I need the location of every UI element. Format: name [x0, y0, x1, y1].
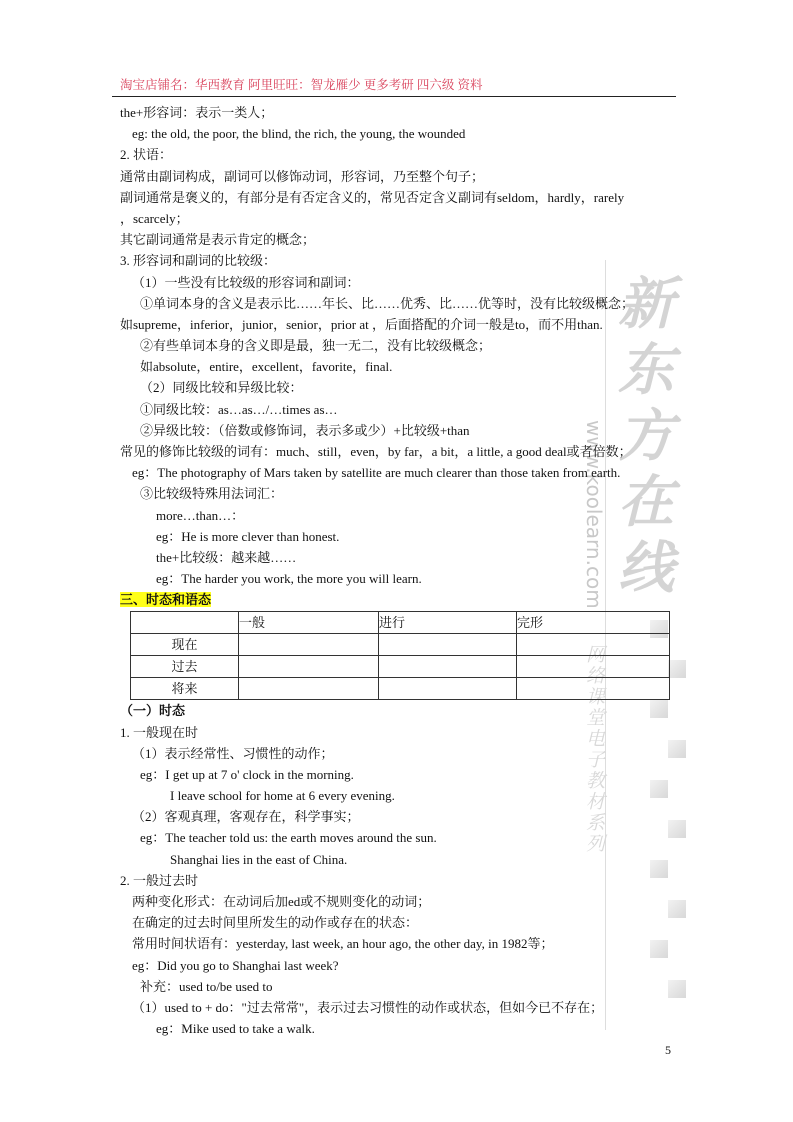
table-cell: [239, 633, 379, 655]
text-line: ②有些单词本身的含义即是最，独一无二，没有比较级概念；: [140, 338, 492, 354]
section-heading: 三、时态和语态: [120, 592, 212, 608]
text-line: （2）客观真理，客观存在，科学事实；: [132, 809, 360, 825]
text-line: （1）表示经常性、习惯性的动作；: [132, 745, 334, 761]
text-line: （2）同级比较和异级比较：: [140, 380, 303, 396]
text-line: I leave school for home at 6 every evening.: [170, 788, 395, 804]
tense-table: [130, 611, 670, 701]
table-header-cell: 完形: [517, 611, 670, 633]
text-line: eg: the old, the poor, the blind, the rich, the young, the wounded: [132, 126, 466, 142]
watermark-series: 网络课堂电子教材系列: [586, 644, 606, 855]
text-line: more…than…：: [156, 507, 245, 523]
text-line: eg：I get up at 7 o' clock in the morning.: [140, 766, 354, 782]
text-line: 2. 一般过去时: [120, 872, 199, 888]
text-line: （1）一些没有比较级的形容词和副词：: [132, 274, 360, 290]
text-line: ①同级比较：as…as…/…times as…: [140, 401, 338, 417]
text-line: eg：Did you go to Shanghai last week?: [132, 957, 339, 973]
table-row: [131, 633, 670, 655]
table-cell: [517, 678, 670, 700]
text-line: ③比较级特殊用法词汇：: [140, 486, 284, 502]
watermark-brand: 新东方在线: [618, 272, 674, 601]
table-cell: [239, 655, 379, 677]
text-line: eg：The photography of Mars taken by satellite are much clearer than those taken from earth.: [132, 465, 621, 481]
table-row-header: 过去: [131, 655, 239, 677]
table-cell: [131, 611, 239, 633]
table-cell: [379, 655, 517, 677]
text-line: ，scarcely；: [120, 210, 189, 226]
text-line: 如supreme，inferior，junior，senior，prior at ，后面搭配的介词一般是to，而不用than.: [120, 316, 603, 332]
text-line: ①单词本身的含义是表示比……年长、比……优秀、比……优等时，没有比较级概念；: [140, 295, 635, 311]
table-header-cell: 进行: [379, 611, 517, 633]
text-line: 如absolute，entire，excellent，favorite，final.: [140, 359, 393, 375]
table-cell: [379, 633, 517, 655]
text-line: eg：The teacher told us: the earth moves around the sun.: [140, 830, 437, 846]
text-line: eg：He is more clever than honest.: [156, 528, 340, 544]
text-line: 通常由副词构成，副词可以修饰动词，形容词，乃至整个句子；: [120, 168, 485, 184]
text-line: （1）used to + do："过去常常"，表示过去习惯性的动作或状态，但如今已不存在；: [132, 999, 604, 1015]
text-line: ②异级比较：（倍数或修饰词，表示多或少）+比较级+than: [140, 422, 470, 438]
header-divider: [112, 96, 676, 97]
table-cell: [517, 633, 670, 655]
table-header-cell: 一般: [239, 611, 379, 633]
text-line: eg：The harder you work, the more you will learn.: [156, 571, 422, 587]
text-line: 3. 形容词和副词的比较级：: [120, 253, 277, 269]
table-cell: [379, 678, 517, 700]
text-line: 常见的修饰比较级的词有：much、still，even，by far，a bit，a little, a good deal或者倍数；: [120, 444, 632, 459]
table-row-header: 现在: [131, 633, 239, 655]
text-line: eg：Mike used to take a walk.: [156, 1021, 315, 1037]
table-cell: [239, 678, 379, 700]
table-row: [131, 655, 670, 677]
text-line: 两种变化形式：在动词后加ed或不规则变化的动词；: [132, 894, 431, 909]
text-line: 常用时间状语有：yesterday, last week, an hour ago, the other day, in 1982等；: [132, 936, 554, 952]
watermark-url: www.koolearn.com: [582, 420, 606, 609]
text-line: 2. 状语：: [120, 147, 173, 163]
text-line: the+比较级：越来越……: [156, 549, 297, 565]
shop-header: 淘宝店铺名：华西教育 阿里旺旺：智龙雁少 更多考研 四六级 资料: [120, 78, 483, 92]
text-line: 1. 一般现在时: [120, 724, 199, 740]
table-cell: [517, 655, 670, 677]
table-row: [131, 678, 670, 700]
text-line: 补充：used to/be used to: [140, 978, 273, 994]
text-line: the+形容词：表示一类人；: [120, 105, 274, 120]
document-body: [120, 102, 680, 1039]
text-line: 副词通常是褒义的，有部分是有否定含义的，常见否定含义副词有seldom，hardly，rarely: [120, 189, 625, 205]
table-header-row: [131, 611, 670, 633]
table-row-header: 将来: [131, 678, 239, 700]
page-number: 5: [665, 1043, 671, 1057]
subsection-heading: （一）时态: [120, 703, 186, 719]
text-line: Shanghai lies in the east of China.: [170, 851, 348, 867]
text-line: 其它副词通常是表示肯定的概念；: [120, 232, 316, 248]
text-line: 在确定的过去时间里所发生的动作或存在的状态：: [132, 915, 419, 931]
